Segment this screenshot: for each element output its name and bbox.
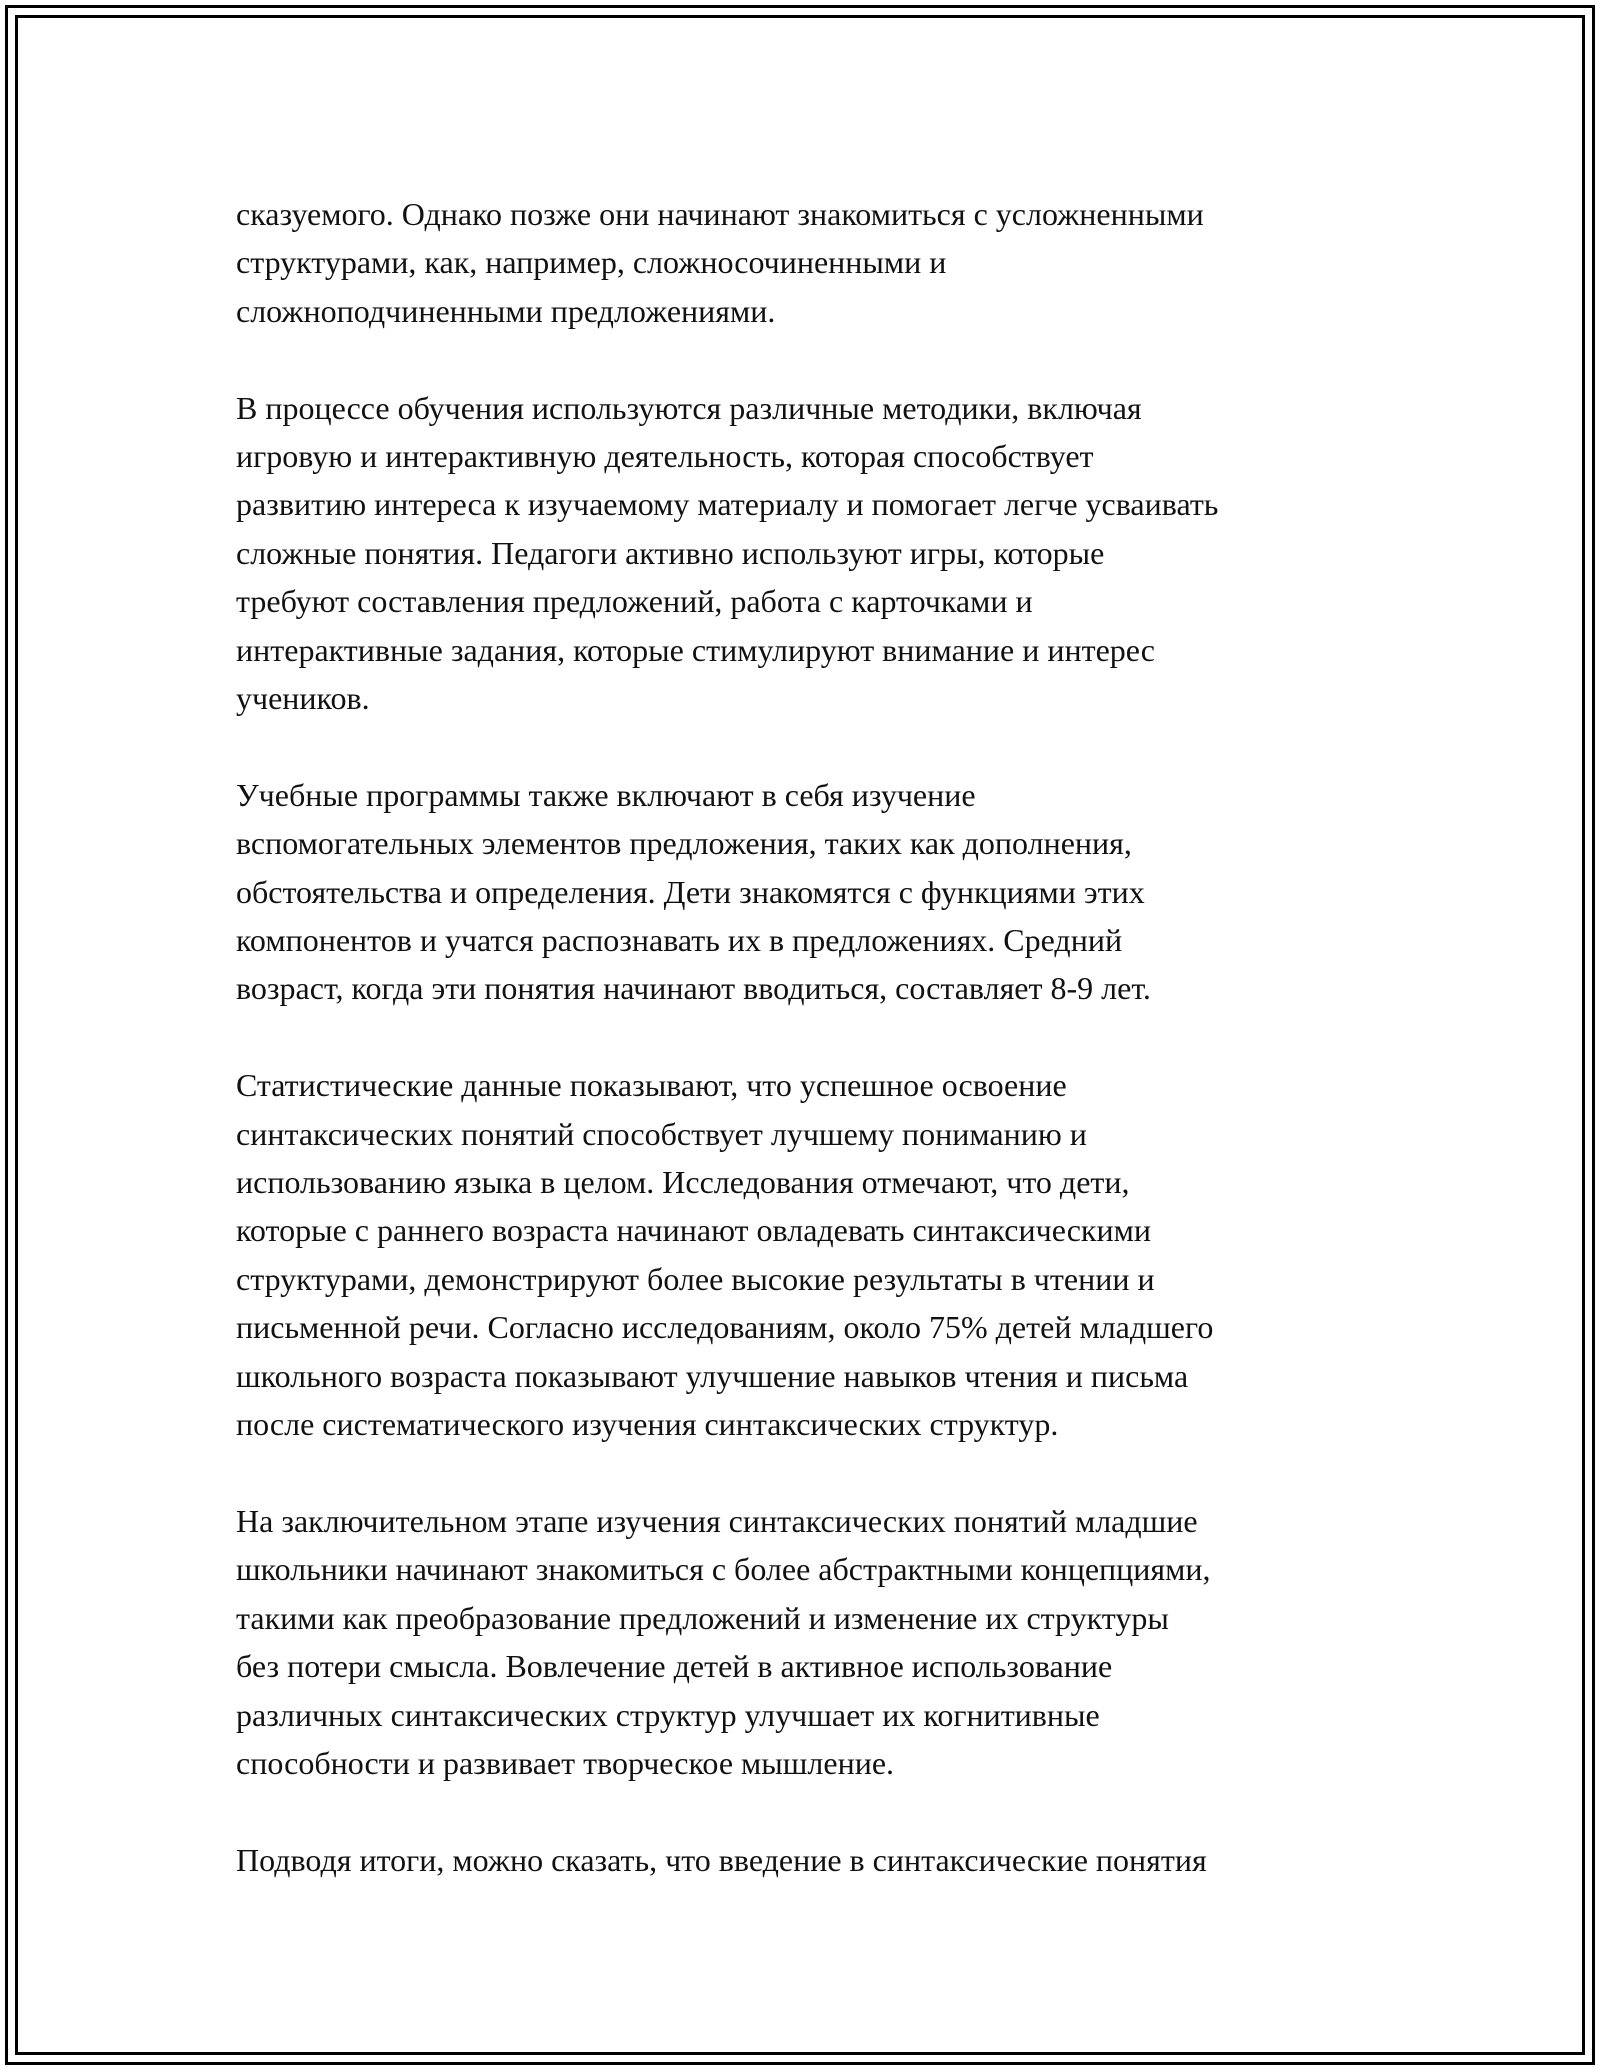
document-body [236,190,1396,1933]
paragraph: В процессе обучения используются различные методики, включая игровую и интерактивную деятельность, которая способствует развитию интереса к изучаемому материалу и помогает легче усваивать сложные понятия. Педагоги активно используют игры, которые требуют составления предложений, работа с карточками и интерактивные задания, которые стимулируют внимание и интерес учеников. [236,389,1219,717]
paragraph: Учебные программы также включают в себя изучение вспомогательных элементов предложения, таких как дополнения, обстоятельства и определения. Дети знакомятся с функциями этих компонентов и учатся распознавать их в предложениях. Средний возраст, когда эти понятия начинают вводиться, составляет 8-9 лет. [236,776,1151,1007]
paragraph: На заключительном этапе изучения синтаксических понятий младшие школьники начинают знакомиться с более абстрактными концепциями, такими как преобразование предложений и изменение их структуры без потери смысла. Вовлечение детей в активное использование различных синтаксических структур улучшает их когнитивные способности и развивает творческое мышление. [236,1502,1211,1781]
paragraph: сказуемого. Однако позже они начинают знакомиться с усложненными структурами, как, например, сложносочиненными и сложноподчиненными предложениями. [236,196,1204,329]
paragraph: Подводя итоги, можно сказать, что введение в синтаксические понятия [236,1841,1207,1878]
paragraph: Статистические данные показывают, что успешное освоение синтаксических понятий способствует лучшему пониманию и использованию языка в целом. Исследования отмечают, что дети, которые с раннего возраста начинают овладевать синтаксическими структурами, демонстрируют более высокие результаты в чтении и письменной речи. Согласно исследованиям, около 75% детей младшего школьного возраста показывают улучшение навыков чтения и письма после систематического изучения синтаксических структур. [236,1067,1214,1443]
